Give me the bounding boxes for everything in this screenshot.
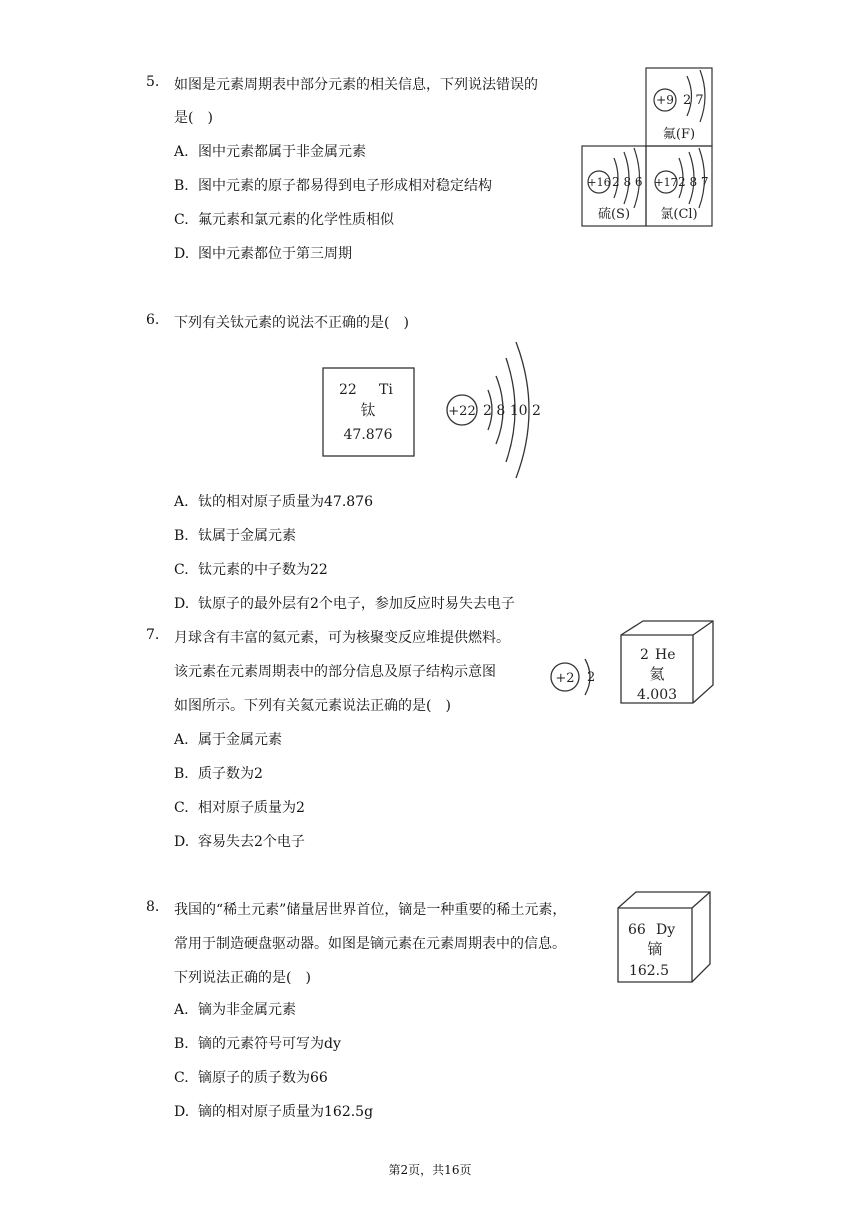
question-7-option-d: D. 容易失去2个电子 (174, 834, 305, 850)
question-5-option-d: D. 图中元素都位于第三周期 (174, 246, 352, 262)
titanium-number: 22 (339, 382, 357, 398)
question-6-number: 6. (146, 312, 160, 328)
titanium-shells: 2 8 10 2 (483, 403, 541, 419)
titanium-name: 钛 (360, 401, 376, 419)
helium-shells: 2 (587, 670, 596, 685)
chlorine-nucleus: +17 (654, 176, 678, 189)
question-5-option-c: C. 氟元素和氯元素的化学性质相似 (174, 212, 394, 228)
question-7-option-b: B. 质子数为2 (174, 766, 263, 782)
question-7-option-a: A. 属于金属元素 (174, 732, 282, 748)
question-8-option-d: D. 镝的相对原子质量为162.5g (174, 1104, 374, 1120)
question-7-stem-line-1: 月球含有丰富的氦元素，可为核聚变反应堆提供燃料。 (174, 630, 510, 646)
question-7-helium-figure (545, 615, 720, 715)
question-6-titanium-figure (320, 338, 550, 483)
helium-number: 2 (640, 647, 649, 663)
titanium-nucleus: +22 (448, 404, 476, 419)
dysprosium-number: 66 (628, 922, 646, 938)
fluorine-nucleus: +9 (656, 93, 674, 107)
question-7-option-c: C. 相对原子质量为2 (174, 800, 305, 816)
question-6-option-a: A. 钛的相对原子质量为47.876 (174, 494, 373, 510)
question-7-stem-line-2: 该元素在元素周期表中的部分信息及原子结构示意图 (174, 664, 496, 680)
chlorine-name: 氯(Cl) (660, 207, 698, 222)
dysprosium-mass: 162.5 (628, 963, 670, 979)
fluorine-name: 氟(F) (662, 127, 696, 142)
question-5-option-b: B. 图中元素的原子都易得到电子形成相对稳定结构 (174, 178, 492, 194)
question-6-option-c: C. 钛元素的中子数为22 (174, 562, 328, 578)
question-6-stem-line-1: 下列有关钛元素的说法不正确的是( ) (174, 315, 409, 331)
question-8-option-c: C. 镝原子的质子数为66 (174, 1070, 328, 1086)
sulfur-nucleus: +16 (587, 176, 611, 189)
question-7-number: 7. (146, 627, 160, 643)
question-5-periodic-figure (580, 66, 715, 231)
question-8-option-a: A. 镝为非金属元素 (174, 1002, 296, 1018)
chlorine-shells: 2 8 7 (678, 175, 709, 189)
page-footer: 第2页，共16页 (388, 1163, 472, 1177)
question-5-stem-line-2: 是( ) (174, 110, 213, 126)
question-5-number: 5. (146, 74, 160, 90)
question-6-option-d: D. 钛原子的最外层有2个电子，参加反应时易失去电子 (174, 596, 515, 612)
helium-mass: 4.003 (636, 687, 678, 703)
helium-symbol: He (655, 647, 676, 663)
question-8-number: 8. (146, 899, 160, 915)
fluorine-shells: 2 7 (683, 93, 704, 108)
dysprosium-symbol: Dy (656, 922, 676, 938)
question-8-dysprosium-figure (612, 888, 722, 988)
helium-name: 氦 (649, 665, 665, 683)
question-8-stem-line-3: 下列说法正确的是( ) (174, 970, 311, 986)
question-5-option-a: A. 图中元素都属于非金属元素 (174, 144, 366, 160)
question-7-stem-line-3: 如图所示。下列有关氦元素说法正确的是( ) (174, 698, 451, 714)
sulfur-shells: 2 8 6 (612, 175, 643, 189)
question-6-option-b: B. 钛属于金属元素 (174, 528, 296, 544)
dysprosium-name: 镝 (647, 940, 663, 958)
question-8-option-b: B. 镝的元素符号可写为dy (174, 1036, 341, 1052)
question-5-stem-line-1: 如图是元素周期表中部分元素的相关信息，下列说法错误的 (174, 77, 538, 93)
sulfur-name: 硫(S) (597, 207, 631, 222)
helium-nucleus: +2 (555, 671, 575, 686)
titanium-mass: 47.876 (343, 427, 393, 443)
question-8-stem-line-1: 我国的“稀土元素”储量居世界首位，镝是一种重要的稀土元素， (174, 902, 567, 918)
titanium-symbol: Ti (379, 382, 393, 398)
question-8-stem-line-2: 常用于制造硬盘驱动器。如图是镝元素在元素周期表中的信息。 (174, 936, 566, 952)
